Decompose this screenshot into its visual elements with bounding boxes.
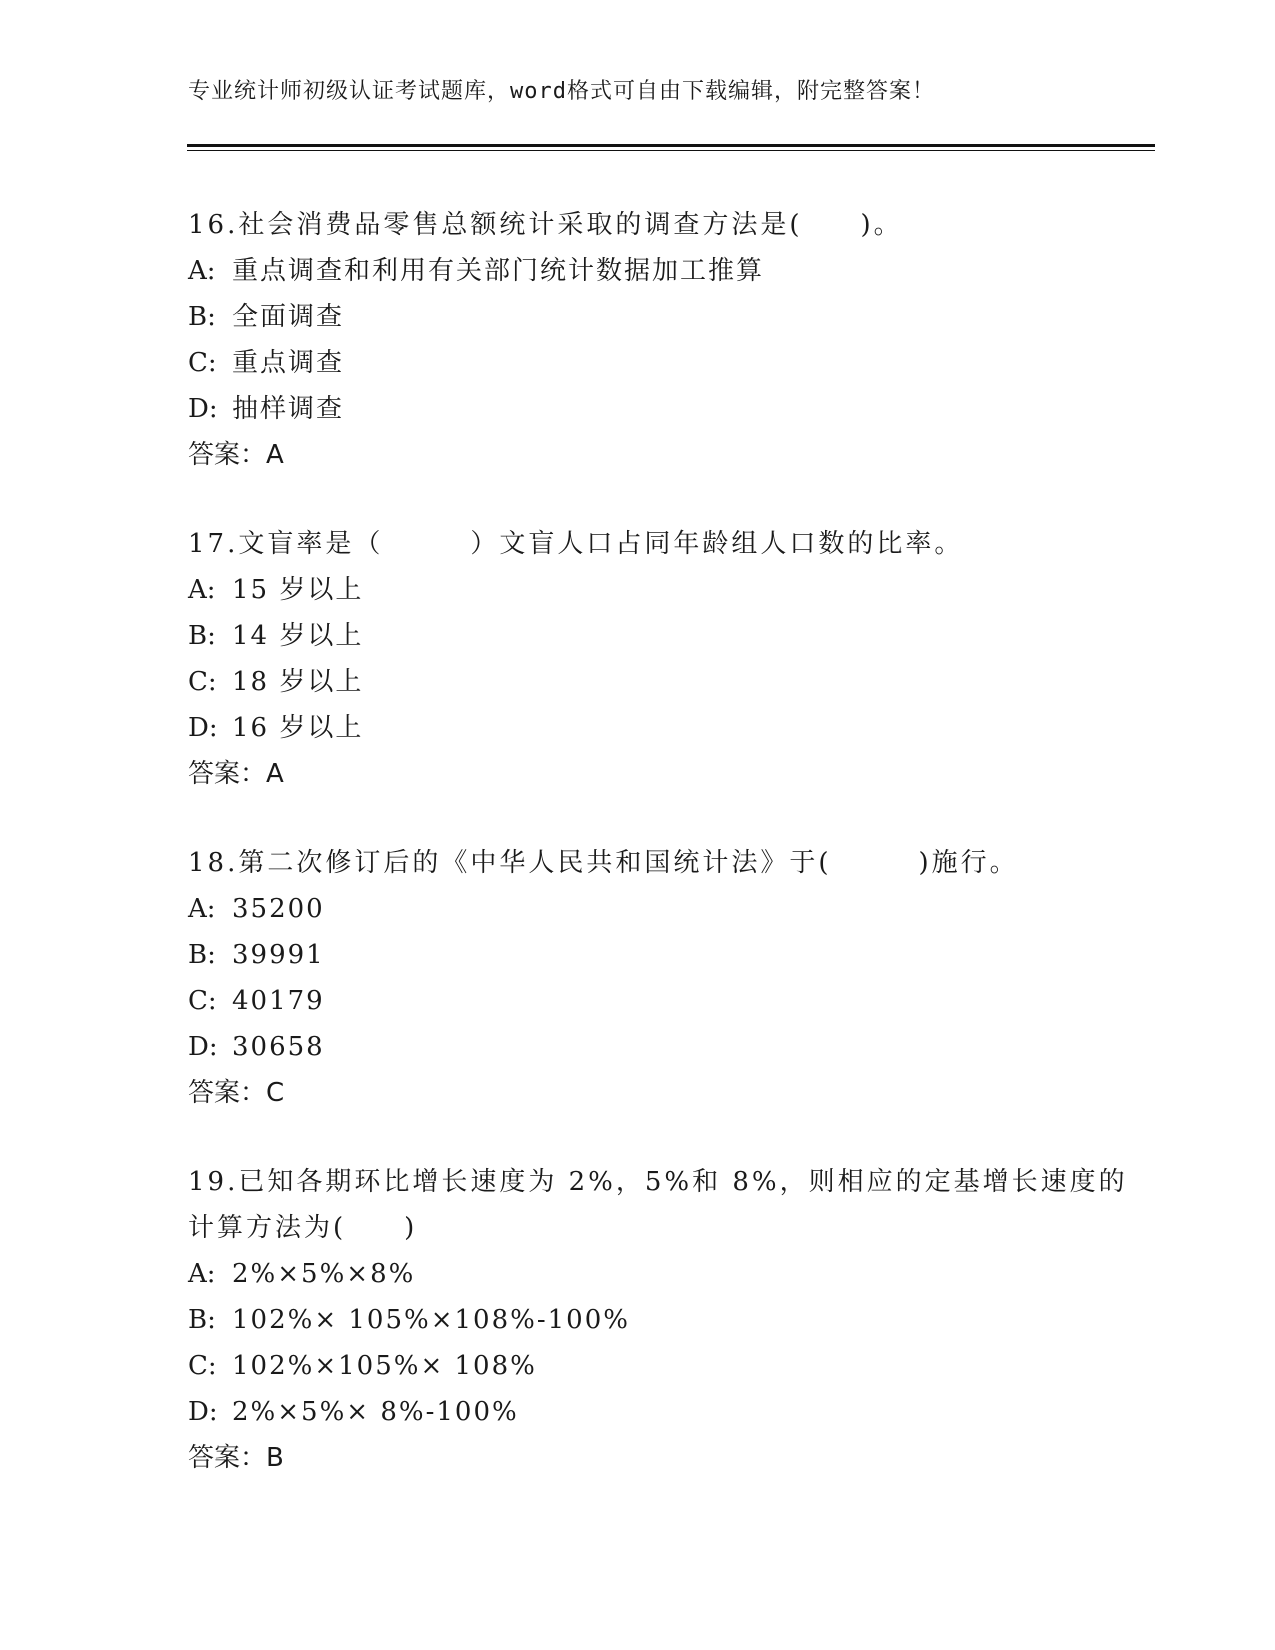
- option-letter: B:: [188, 1305, 216, 1335]
- question-18: [188, 840, 1088, 1116]
- question-stem: 16.社会消费品零售总额统计采取的调查方法是( )。: [188, 210, 903, 240]
- option-c: [188, 1343, 1088, 1389]
- question-stem: 18.第二次修订后的《中华人民共和国统计法》于( )施行。: [188, 848, 1019, 878]
- option-text: 2%×5%×8%: [232, 1259, 416, 1289]
- option-text: 18 岁以上: [232, 667, 364, 697]
- option-letter: D:: [188, 1032, 218, 1062]
- question-16: [188, 202, 1088, 478]
- answer-line: 答案：C: [188, 1078, 285, 1108]
- question-list: [188, 202, 1128, 1524]
- option-b: [188, 294, 1088, 340]
- option-text: 35200: [232, 894, 325, 924]
- option-letter: D:: [188, 394, 218, 424]
- option-letter: D:: [188, 1397, 218, 1427]
- option-a: [188, 1251, 1088, 1297]
- option-letter: A:: [188, 575, 216, 605]
- option-text: 全面调查: [232, 302, 345, 332]
- option-d: [188, 705, 1088, 751]
- option-text: 40179: [232, 986, 325, 1016]
- option-b: [188, 1297, 1088, 1343]
- question-stem: 17.文盲率是（ ）文盲人口占同年龄组人口数的比率。: [188, 529, 964, 559]
- option-d: [188, 1024, 1088, 1070]
- option-letter: C:: [188, 986, 217, 1016]
- question-17: [188, 521, 1088, 797]
- option-text: 重点调查和利用有关部门统计数据加工推算: [232, 256, 765, 286]
- option-text: 102%×105%× 108%: [232, 1351, 537, 1381]
- option-a: [188, 886, 1088, 932]
- header-rule-thick: [187, 144, 1155, 147]
- option-text: 2%×5%× 8%-100%: [232, 1397, 519, 1427]
- option-d: [188, 386, 1088, 432]
- question-stem: 19.已知各期环比增长速度为 2%，5%和 8%，则相应的定基增长速度的: [188, 1167, 1128, 1197]
- option-text: 15 岁以上: [232, 575, 364, 605]
- option-letter: C:: [188, 1351, 217, 1381]
- option-text: 39991: [232, 940, 325, 970]
- answer-line: 答案：B: [188, 1443, 284, 1473]
- option-letter: B:: [188, 302, 216, 332]
- answer-line: 答案：A: [188, 440, 284, 470]
- option-letter: B:: [188, 621, 216, 651]
- option-letter: C:: [188, 667, 217, 697]
- option-b: [188, 613, 1088, 659]
- document-header: 专业统计师初级认证考试题库，word格式可自由下载编辑，附完整答案！: [188, 79, 935, 104]
- option-c: [188, 659, 1088, 705]
- option-text: 14 岁以上: [232, 621, 364, 651]
- question-stem-continued: 计算方法为( ): [188, 1213, 418, 1243]
- option-letter: B:: [188, 940, 216, 970]
- option-letter: C:: [188, 348, 217, 378]
- option-c: [188, 978, 1088, 1024]
- option-letter: A:: [188, 894, 216, 924]
- option-a: [188, 248, 1088, 294]
- option-letter: A:: [188, 256, 216, 286]
- question-19: [188, 1159, 1128, 1481]
- option-text: 重点调查: [232, 348, 345, 378]
- option-a: [188, 567, 1088, 613]
- option-text: 30658: [232, 1032, 325, 1062]
- option-text: 抽样调查: [232, 394, 345, 424]
- header-rule-thin: [187, 150, 1155, 151]
- answer-line: 答案：A: [188, 759, 284, 789]
- option-text: 16 岁以上: [232, 713, 364, 743]
- option-letter: D:: [188, 713, 218, 743]
- option-text: 102%× 105%×108%-100%: [232, 1305, 630, 1335]
- option-letter: A:: [188, 1259, 216, 1289]
- option-c: [188, 340, 1088, 386]
- option-d: [188, 1389, 1088, 1435]
- option-b: [188, 932, 1088, 978]
